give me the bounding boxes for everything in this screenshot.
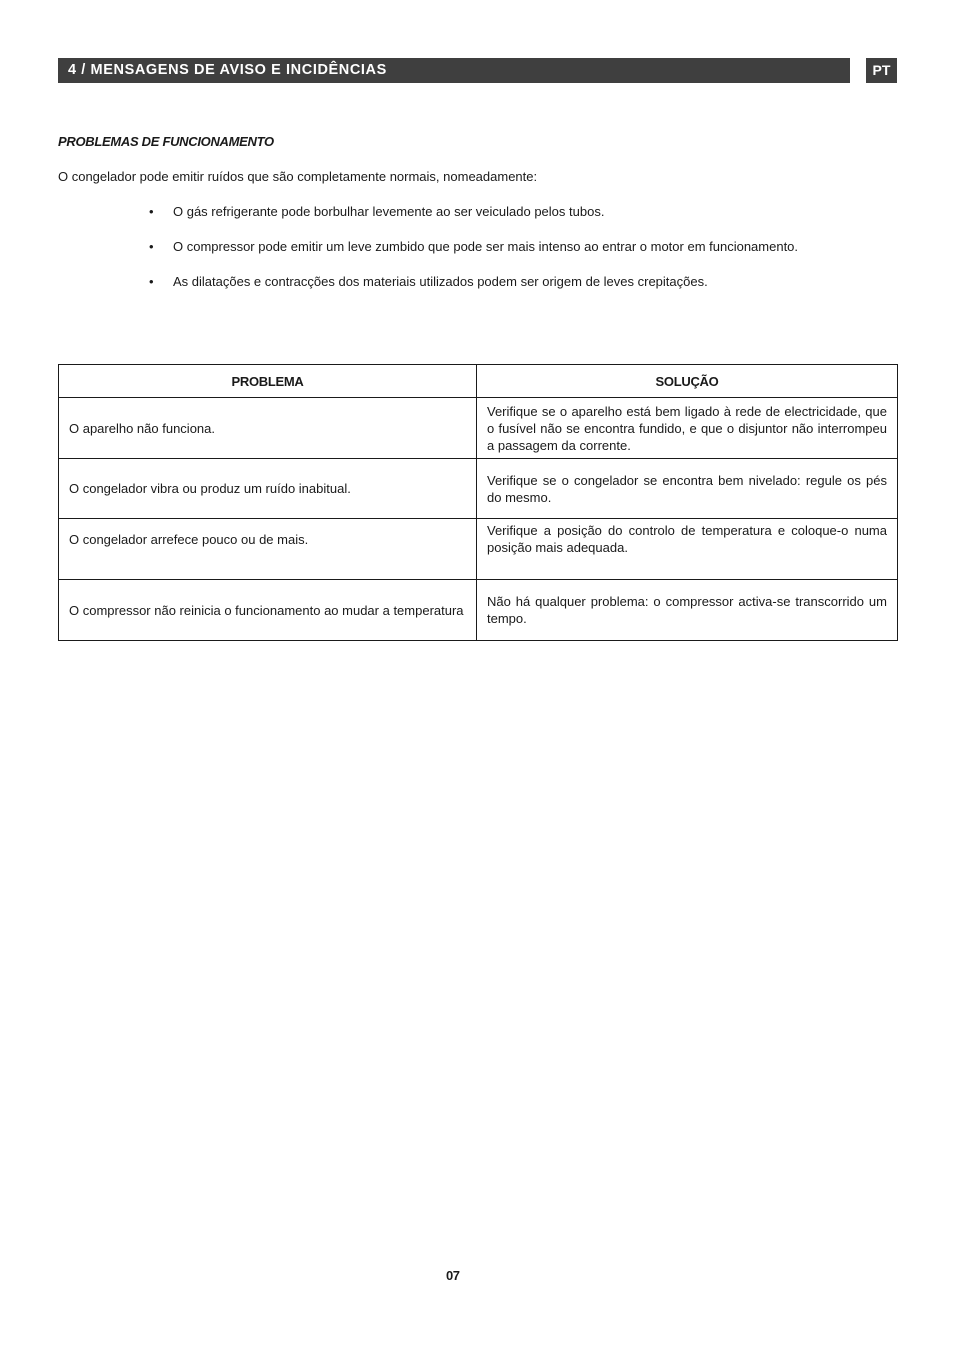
solution-cell: Verifique se o aparelho está bem ligado à rede de electricidade, que o fusível não se encontra fundido, e que o disjuntor não interrompeu a passagem da corrente. (477, 398, 898, 459)
solution-cell: Verifique se o congelador se encontra bem nivelado: regule os pés do mesmo. (477, 459, 898, 519)
problem-cell: O compressor não reinicia o funcionamento ao mudar a temperatura (59, 580, 477, 641)
problem-cell: O congelador vibra ou produz um ruído inabitual. (59, 459, 477, 519)
bullet-icon: • (149, 204, 154, 219)
table-header-row (59, 365, 898, 398)
column-header-solution: SOLUÇÃO (477, 365, 898, 398)
list-item (148, 273, 798, 308)
page-number: 07 (446, 1268, 460, 1283)
bullet-icon: • (149, 239, 154, 254)
list-item-text: As dilatações e contracções dos materiais utilizados podem ser origem de leves crepitações. (173, 274, 708, 289)
table-row (59, 398, 898, 459)
solution-cell: Não há qualquer problema: o compressor activa-se transcorrido um tempo. (477, 580, 898, 641)
column-header-problem: PROBLEMA (59, 365, 477, 398)
problem-cell: O aparelho não funciona. (59, 398, 477, 459)
table-row (59, 580, 898, 641)
language-badge: PT (866, 58, 897, 83)
table-row (59, 519, 898, 580)
list-item-text: O compressor pode emitir um leve zumbido que pode ser mais intenso ao entrar o motor em funcionamento. (173, 239, 799, 254)
section-title: PROBLEMAS DE FUNCIONAMENTO (58, 134, 274, 149)
solution-cell: Verifique a posição do controlo de temperatura e coloque-o numa posição mais adequada. (477, 519, 898, 580)
problem-cell: O congelador arrefece pouco ou de mais. (59, 519, 477, 580)
troubleshooting-table (58, 364, 898, 641)
list-item (148, 203, 798, 238)
table-row (59, 459, 898, 519)
intro-paragraph: O congelador pode emitir ruídos que são completamente normais, nomeadamente: (58, 169, 538, 184)
bullet-icon: • (149, 274, 154, 289)
list-item (148, 238, 798, 273)
list-item-text: O gás refrigerante pode borbulhar levemente ao ser veiculado pelos tubos. (173, 204, 605, 219)
section-header: 4 / MENSAGENS DE AVISO E INCIDÊNCIAS (58, 58, 850, 83)
noise-list (148, 203, 798, 308)
